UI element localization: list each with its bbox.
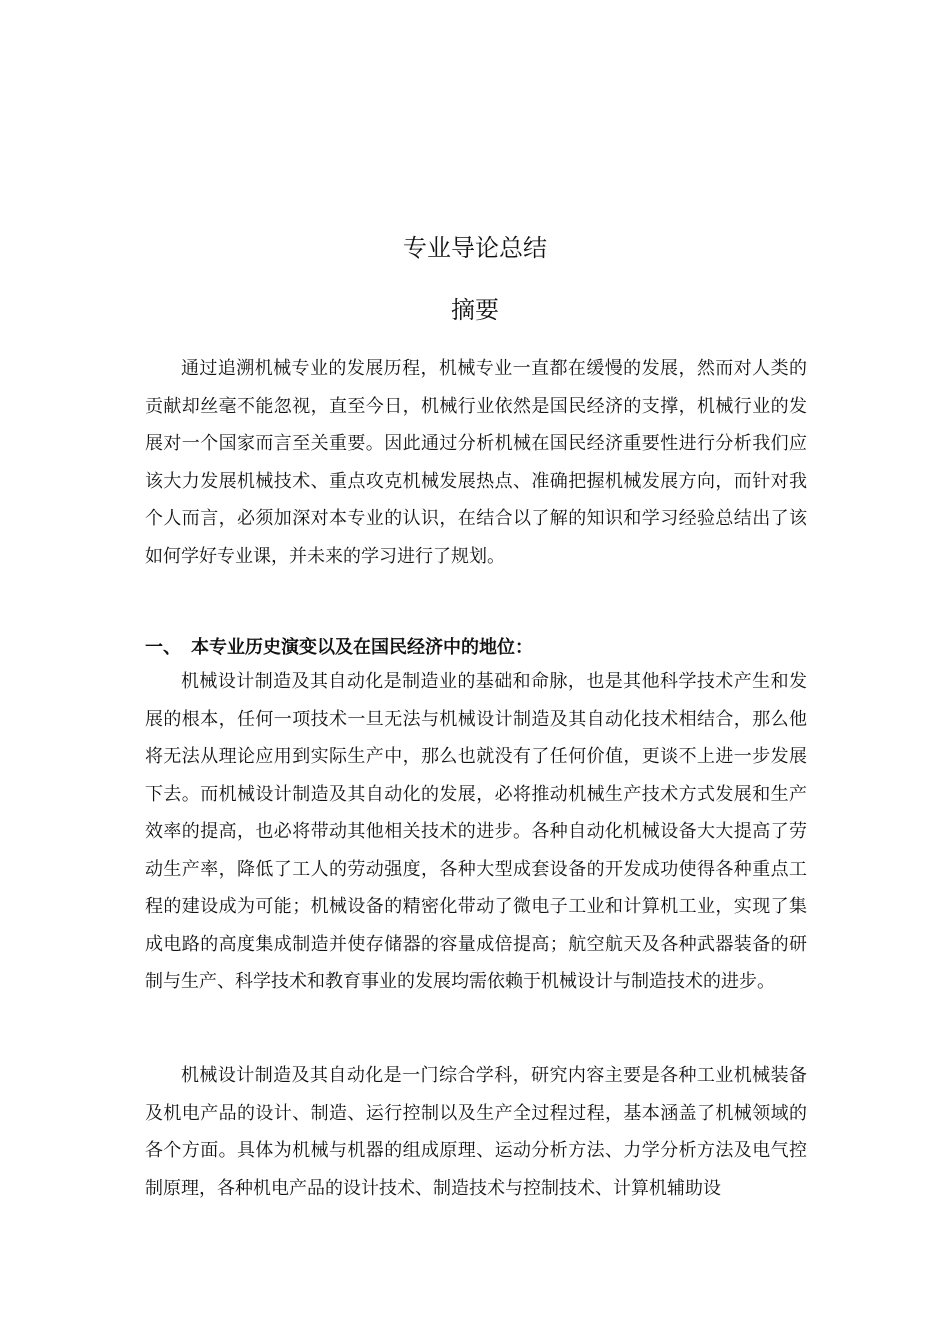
section-paragraph: 机械设计制造及其自动化是一门综合学科，研究内容主要是各种工业机械装备及机电产品的设计、制造、运行控制以及生产全过程过程，基本涵盖了机械领域的各个方面。具体为机械与机器的组成原理、运动分析方法、力学分析方法及电气控制原理，各种机电产品的设计技术、制造技术与控制技术、计算机辅助设 bbox=[145, 1065, 807, 1199]
section-paragraph: 机械设计制造及其自动化是制造业的基础和命脉，也是其他科学技术产生和发展的根本，任何一项技术一旦无法与机械设计制造及其自动化技术相结合，那么他将无法从理论应用到实际生产中，那么也就没有了任何价值，更谈不上进一步发展下去。而机械设计制造及其自动化的发展，必将推动机械生产技术方式发展和生产效率的提高，也必将带动其他相关技术的进步。各种自动化机械设备大大提高了劳动生产率，降低了工人的劳动强度，各种大型成套设备的开发成功使得各种重点工程的建设成为可能；机械设备的精密化带动了微电子工业和计算机工业，实现了集成电路的高度集成制造并使存储器的容量成倍提高；航空航天及各种武器装备的研制与生产、科学技术和教育事业的发展均需依赖于机械设计与制造技术的进步。 bbox=[145, 671, 807, 992]
section-title: 本专业历史演变以及在国民经济中的地位： bbox=[191, 637, 533, 658]
section-heading bbox=[145, 629, 807, 667]
section-number: 一、 bbox=[145, 637, 181, 658]
document-title: 专业导论总结 bbox=[403, 234, 547, 262]
abstract-paragraph: 通过追溯机械专业的发展历程，机械专业一直都在缓慢的发展，然而对人类的贡献却丝毫不能忽视，直至今日，机械行业依然是国民经济的支撑，机械行业的发展对一个国家而言至关重要。因此通过分析机械在国民经济重要性进行分析我们应该大力发展机械技术、重点攻克机械发展热点、准确把握机械发展方向，而针对我个人而言，必须加深对本专业的认识，在结合以了解的知识和学习经验总结出了该如何学好专业课，并未来的学习进行了规划。 bbox=[145, 358, 807, 567]
abstract-heading: 摘要 bbox=[451, 296, 499, 324]
